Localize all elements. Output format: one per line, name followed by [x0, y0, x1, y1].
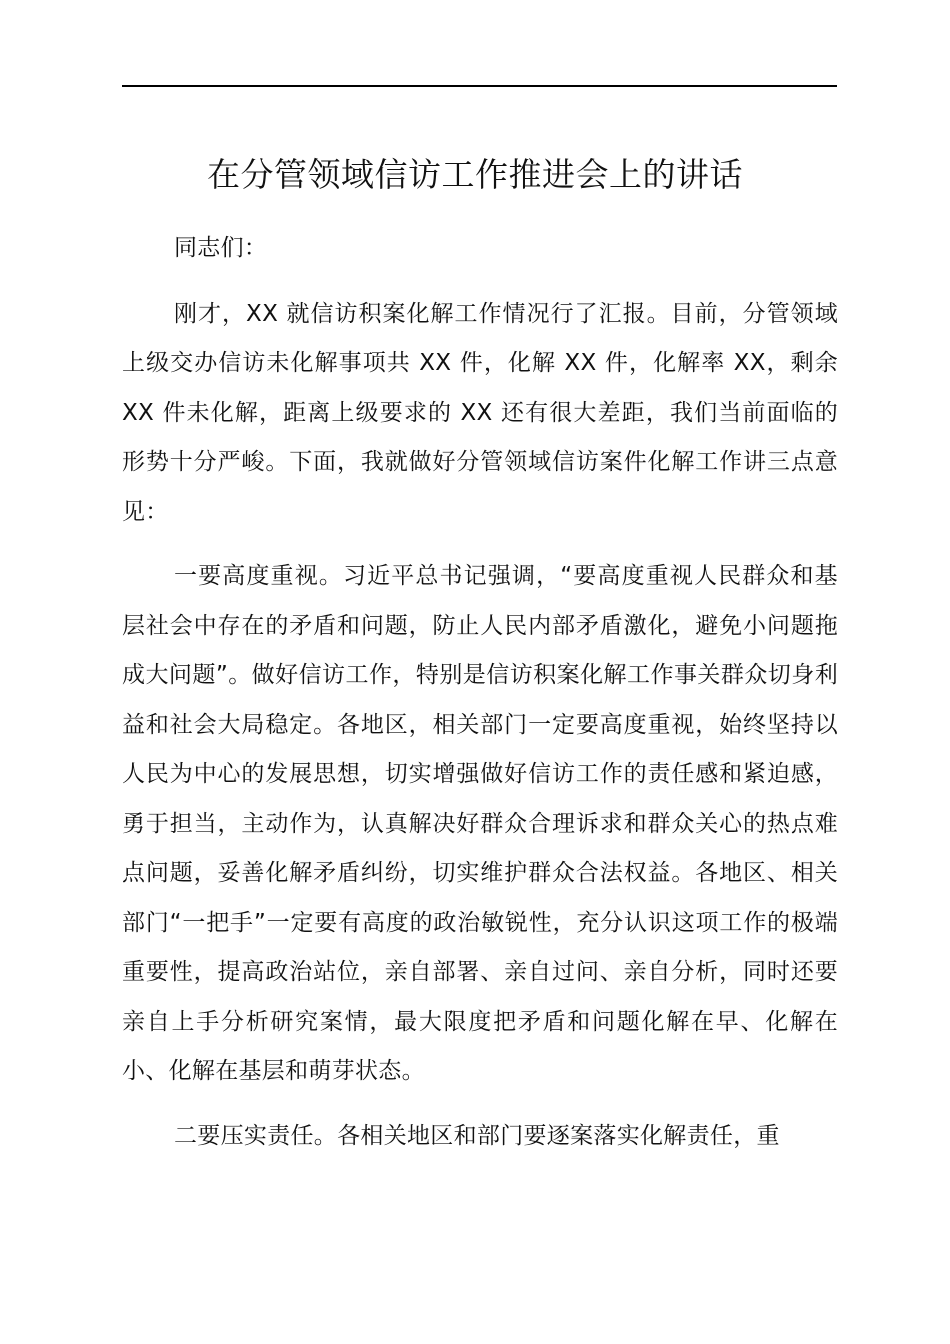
document-title: 在分管领域信访工作推进会上的讲话 — [207, 155, 743, 194]
paragraph-point-one: 一要高度重视。习近平总书记强调，“要高度重视人民群众和基层社会中存在的矛盾和问题，防止人民内部矛盾激化，避免小问题拖成大问题”。做好信访工作，特别是信访积案化解工作事关群众切身利益和社会大局稳定。各地区，相关部门一定要高度重视，始终坚持以人民为中心的发展思想，切实增强做好信访工作的责任感和紧迫感，勇于担当，主动作为，认真解决好群众合理诉求和群众关心的热点难点问题，妥善化解矛盾纠纷，切实维护群众合法权益。各地区、相关部门“一把手”一定要有高度的政治敏锐性，充分认识这项工作的极端重要性，提高政治站位，亲自部署、亲自过问、亲自分析，同时还要亲自上手分析研究案情，最大限度把矛盾和问题化解在早、化解在小、化解在基层和萌芽状态。 — [122, 563, 838, 1084]
header-rule — [122, 85, 837, 87]
paragraph-point-two: 二要压实责任。各相关地区和部门要逐案落实化解责任，重 — [174, 1122, 780, 1149]
document-body — [122, 224, 838, 1161]
paragraph-intro: 刚才，XX 就信访积案化解工作情况行了汇报。目前，分管领域上级交办信访未化解事项共 XX 件，化解 XX 件，化解率 XX，剩余 XX 件未化解，距离上级要求的 XX 还有很大差距，我们当前面临的形势十分严峻。下面，我就做好分管领域信访案件化解工作讲三点意见： — [122, 300, 838, 525]
salutation: 同志们： — [174, 235, 268, 261]
